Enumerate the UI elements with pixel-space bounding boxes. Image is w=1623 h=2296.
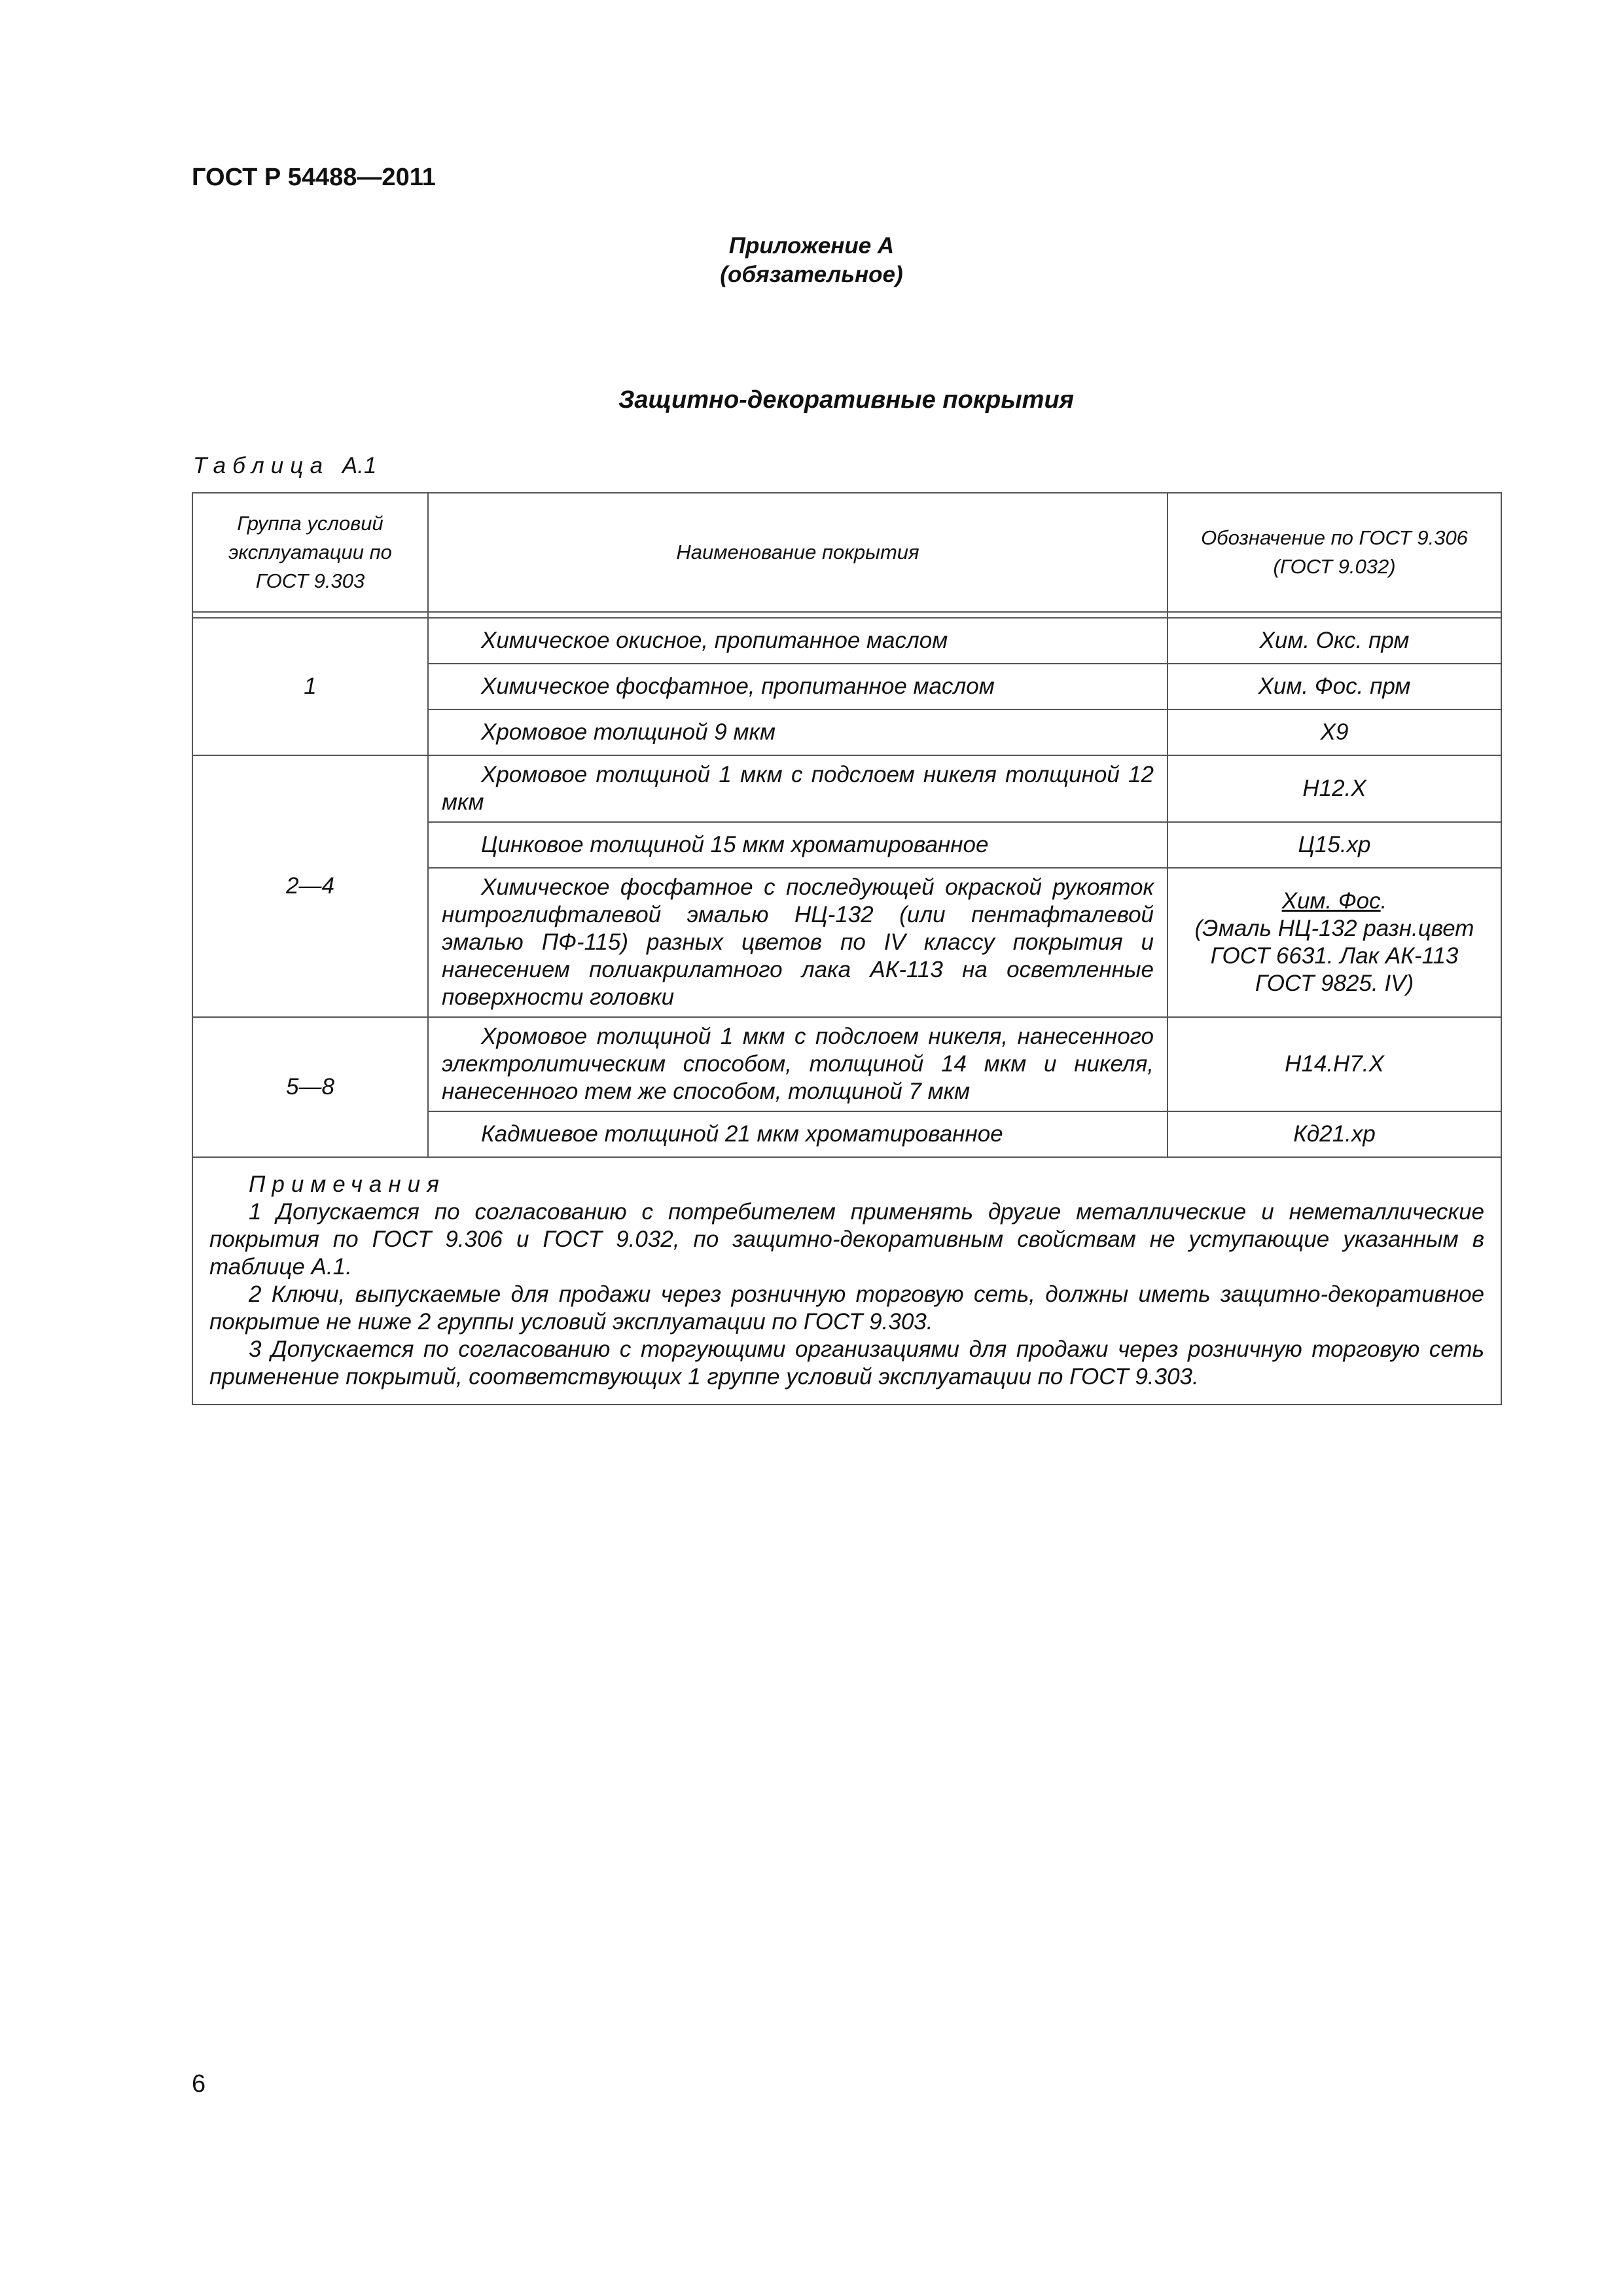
coating-code: Хим. Окс. прм [1168,618,1501,664]
coating-name [428,1017,1168,1111]
coating-name-text: Химическое фосфатное, пропитанное маслом [481,673,995,699]
coating-name [428,868,1168,1017]
page-number: 6 [192,2070,206,2098]
coating-code-dot: . [1380,888,1387,914]
coating-code: Н14.Н7.Х [1168,1017,1501,1111]
coating-name [428,664,1168,709]
coating-code-line [1181,888,1488,915]
table-row [192,755,1501,822]
group-cell: 2—4 [192,755,428,1017]
annex-status: (обязательное) [720,262,903,287]
coating-name [428,618,1168,664]
coating-name-text: Хромовое толщиной 1 мкм с подслоем никеля толщиной 12 мкм [442,762,1154,815]
coating-name-text: Цинковое толщиной 15 мкм хроматированное [481,832,989,857]
header-group: Группа условий эксплуатации по ГОСТ 9.303 [192,493,428,612]
coating-name [428,709,1168,755]
table-caption [193,453,376,479]
notes-row [192,1157,1501,1405]
table-caption-number: А.1 [342,453,377,478]
document-code: ГОСТ Р 54488—2011 [192,164,436,191]
coatings-table [192,492,1502,1405]
header-name: Наименование покрытия [428,493,1168,612]
table-caption-word: Таблица [193,453,330,478]
coating-name-text: Химическое фосфатное с последующей окраской рукояток нитроглифталевой эмалью НЦ-132 (или пентафталевой эмалью ПФ-115) разных цветов по IV классу покрытия и нанесением полиакрилатного лака АК-113 на осветленные поверхности головки [442,874,1154,1010]
header-separator [192,612,1501,618]
coating-name-text: Хромовое толщиной 9 мкм [481,719,776,745]
coating-code: Н12.Х [1168,755,1501,822]
coating-name [428,755,1168,822]
coating-code: Кд21.хр [1168,1111,1501,1157]
table-row [192,1017,1501,1111]
coating-code-detail: (Эмаль НЦ-132 разн.цвет ГОСТ 6631. Лак АК-113 ГОСТ 9825. IV) [1194,916,1474,996]
note-item: 3 Допускается по согласованию с торгующими организациями для продажи через розничную торговую сеть применение покрытий, соответствующих 1 группе условий эксплуатации по ГОСТ 9.303. [209,1336,1484,1390]
coating-name-text: Хромовое толщиной 1 мкм с подслоем никеля, нанесенного электролитическим способом, толщиной 14 мкм и никеля, нанесенного тем же способом, толщиной 7 мкм [442,1024,1154,1104]
coating-name [428,822,1168,868]
table-row [192,618,1501,664]
coating-name-text: Химическое окисное, пропитанное маслом [481,628,948,653]
notes-cell [192,1157,1501,1405]
coating-code: Хим. Фос. прм [1168,664,1501,709]
section-title: Защитно-декоративные покрытия [618,386,1075,414]
header-code: Обозначение по ГОСТ 9.306 (ГОСТ 9.032) [1168,493,1501,612]
coating-name-text: Кадмиевое толщиной 21 мкм хроматированное [481,1121,1003,1147]
coating-code: Х9 [1168,709,1501,755]
annex-title: Приложение А [728,233,895,259]
note-item: 2 Ключи, выпускаемые для продажи через розничную торговую сеть, должны иметь защитно-декоративное покрытие не ниже 2 группы условий эксплуатации по ГОСТ 9.303. [209,1282,1484,1335]
coating-code: Ц15.хр [1168,822,1501,868]
coating-code [1168,868,1501,1017]
notes-heading: Примечания [249,1172,446,1197]
group-cell: 5—8 [192,1017,428,1157]
group-cell: 1 [192,618,428,755]
table-header-row [192,493,1501,612]
coating-name [428,1111,1168,1157]
note-item: 1 Допускается по согласованию с потребителем применять другие металлические и неметаллические покрытия по ГОСТ 9.306 и ГОСТ 9.032, по защитно-декоративным свойствам не уступающие указанным в таблице А.1. [209,1199,1484,1280]
coating-code-underlined: Хим. Фос [1281,888,1381,914]
